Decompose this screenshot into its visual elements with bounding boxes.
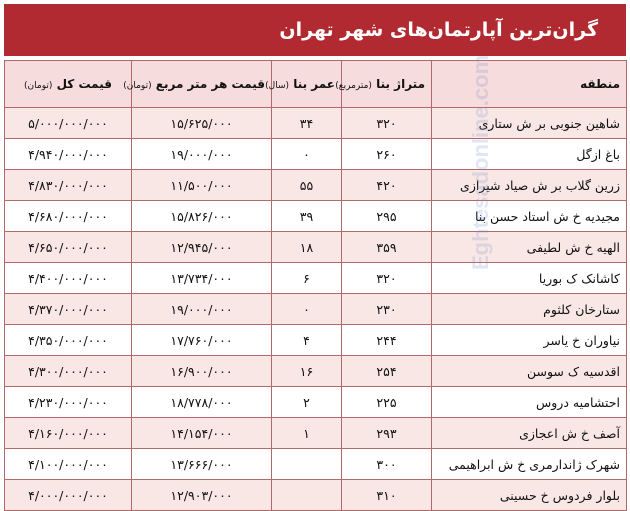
cell-price-per-meter: ۱۴/۱۵۴/۰۰۰ xyxy=(132,418,272,449)
cell-region: نیاوران خ یاسر xyxy=(432,325,627,356)
cell-price-per-meter: ۱۱/۵۰۰/۰۰۰ xyxy=(132,170,272,201)
cell-total-price: ۵/۰۰۰/۰۰۰/۰۰۰ xyxy=(5,108,132,139)
table-body xyxy=(5,108,627,511)
cell-total-price: ۴/۸۳۰/۰۰۰/۰۰۰ xyxy=(5,170,132,201)
cell-area: ۳۲۰ xyxy=(342,263,432,294)
cell-region: شهرک ژاندارمری خ ش ابراهیمی xyxy=(432,449,627,480)
cell-region: کاشانک ک بوریا xyxy=(432,263,627,294)
table-row xyxy=(5,170,627,201)
cell-total-price: ۴/۳۰۰/۰۰۰/۰۰۰ xyxy=(5,356,132,387)
cell-area: ۲۴۴ xyxy=(342,325,432,356)
cell-age: ۳۴ xyxy=(272,108,342,139)
cell-region: اقدسیه ک سوسن xyxy=(432,356,627,387)
cell-price-per-meter: ۱۵/۸۲۶/۰۰۰ xyxy=(132,201,272,232)
cell-price-per-meter: ۱۶/۹۰۰/۰۰۰ xyxy=(132,356,272,387)
cell-price-per-meter: ۱۹/۰۰۰/۰۰۰ xyxy=(132,139,272,170)
cell-age: ۱۶ xyxy=(272,356,342,387)
table-row xyxy=(5,387,627,418)
cell-area: ۲۵۴ xyxy=(342,356,432,387)
cell-total-price: ۴/۳۵۰/۰۰۰/۰۰۰ xyxy=(5,325,132,356)
cell-age: ۰ xyxy=(272,139,342,170)
cell-region: زرین گلاب بر ش صیاد شیرازی xyxy=(432,170,627,201)
cell-total-price: ۴/۹۴۰/۰۰۰/۰۰۰ xyxy=(5,139,132,170)
page-title: گران‌ترین آپارتمان‌های شهر تهران xyxy=(279,19,598,41)
header-total-price: قیمت کل (تومان) xyxy=(5,61,132,108)
cell-age: ۰ xyxy=(272,294,342,325)
cell-price-per-meter: ۱۸/۷۷۸/۰۰۰ xyxy=(132,387,272,418)
cell-age: ۱۸ xyxy=(272,232,342,263)
cell-total-price: ۴/۶۵۰/۰۰۰/۰۰۰ xyxy=(5,232,132,263)
cell-price-per-meter: ۱۲/۹۰۳/۰۰۰ xyxy=(132,480,272,511)
cell-region: باغ ازگل xyxy=(432,139,627,170)
cell-price-per-meter: ۱۳/۶۶۶/۰۰۰ xyxy=(132,449,272,480)
cell-area: ۳۰۰ xyxy=(342,449,432,480)
table-row xyxy=(5,418,627,449)
table-row xyxy=(5,356,627,387)
table-row xyxy=(5,139,627,170)
cell-age: ۶ xyxy=(272,263,342,294)
table-row xyxy=(5,480,627,511)
cell-price-per-meter: ۱۲/۹۴۵/۰۰۰ xyxy=(132,232,272,263)
cell-age: ۳۹ xyxy=(272,201,342,232)
cell-total-price: ۴/۱۰۰/۰۰۰/۰۰۰ xyxy=(5,449,132,480)
cell-region: آصف خ ش اعجازی xyxy=(432,418,627,449)
title-bar xyxy=(4,4,626,56)
cell-total-price: ۴/۱۶۰/۰۰۰/۰۰۰ xyxy=(5,418,132,449)
cell-age: ۴ xyxy=(272,325,342,356)
table-row xyxy=(5,108,627,139)
cell-area: ۲۹۵ xyxy=(342,201,432,232)
cell-age: ۲ xyxy=(272,387,342,418)
table-row xyxy=(5,294,627,325)
table-row xyxy=(5,325,627,356)
cell-age xyxy=(272,449,342,480)
cell-area: ۲۹۳ xyxy=(342,418,432,449)
price-table xyxy=(4,60,627,511)
cell-area: ۳۵۹ xyxy=(342,232,432,263)
cell-region: الهیه خ ش لطیفی xyxy=(432,232,627,263)
cell-price-per-meter: ۱۳/۷۳۴/۰۰۰ xyxy=(132,263,272,294)
table-row xyxy=(5,201,627,232)
watermark: Eghtesadonline.com xyxy=(468,54,493,270)
cell-area: ۳۱۰ xyxy=(342,480,432,511)
cell-total-price: ۴/۲۳۰/۰۰۰/۰۰۰ xyxy=(5,387,132,418)
cell-total-price: ۴/۴۰۰/۰۰۰/۰۰۰ xyxy=(5,263,132,294)
cell-area: ۲۶۰ xyxy=(342,139,432,170)
cell-region: مجیدیه خ ش استاد حسن بنا xyxy=(432,201,627,232)
cell-age: ۵۵ xyxy=(272,170,342,201)
cell-region: شاهین جنوبی بر ش ستاری xyxy=(432,108,627,139)
table-row xyxy=(5,449,627,480)
table-row xyxy=(5,232,627,263)
cell-area: ۲۲۵ xyxy=(342,387,432,418)
cell-age: ۱ xyxy=(272,418,342,449)
cell-region: احتشامیه دروس xyxy=(432,387,627,418)
header-age: عمر بنا (سال) xyxy=(272,61,342,108)
cell-area: ۴۲۰ xyxy=(342,170,432,201)
cell-price-per-meter: ۱۵/۶۲۵/۰۰۰ xyxy=(132,108,272,139)
header-price-per-meter: قیمت هر متر مربع (تومان) xyxy=(132,61,272,108)
cell-price-per-meter: ۱۹/۰۰۰/۰۰۰ xyxy=(132,294,272,325)
table-header-row xyxy=(5,61,627,108)
cell-price-per-meter: ۱۷/۷۶۰/۰۰۰ xyxy=(132,325,272,356)
cell-region: بلوار فردوس خ حسینی xyxy=(432,480,627,511)
cell-total-price: ۴/۰۰۰/۰۰۰/۰۰۰ xyxy=(5,480,132,511)
header-region: منطقه xyxy=(432,61,627,108)
cell-total-price: ۴/۶۸۰/۰۰۰/۰۰۰ xyxy=(5,201,132,232)
cell-area: ۲۳۰ xyxy=(342,294,432,325)
cell-total-price: ۴/۳۷۰/۰۰۰/۰۰۰ xyxy=(5,294,132,325)
cell-area: ۳۲۰ xyxy=(342,108,432,139)
header-area: متراژ بنا (مترمربع) xyxy=(342,61,432,108)
cell-region: ستارخان کلثوم xyxy=(432,294,627,325)
table-row xyxy=(5,263,627,294)
cell-age xyxy=(272,480,342,511)
